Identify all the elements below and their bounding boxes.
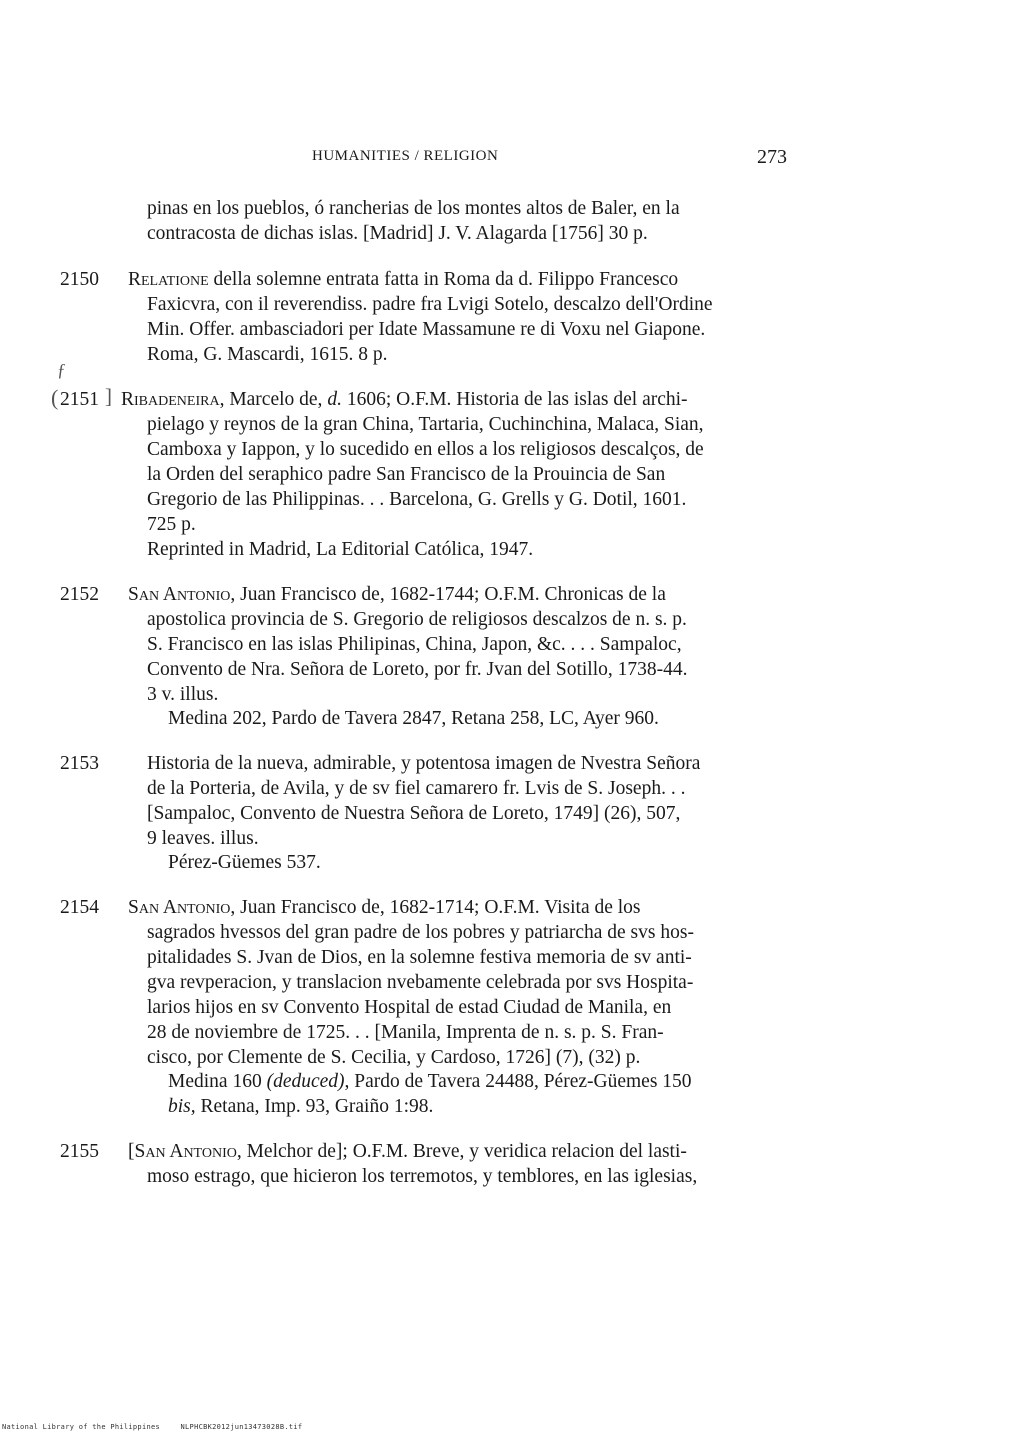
entry-2150-line: Min. Offer. ambasciadori per Idate Massamune re di Voxu nel Giapone. <box>147 319 706 340</box>
entry-text: Medina 160 <box>168 1071 267 1092</box>
entry-2154-line: larios hijos en sv Convento Hospital de estad Ciudad de Manila, en <box>147 997 672 1018</box>
entry-2153-note: Pérez-Güemes 537. <box>168 852 321 873</box>
entry-text: , Juan Francisco de, 1682-1714; O.F.M. Visita de los <box>230 897 641 918</box>
entry-2151-line: pielago y reynos de la gran China, Tartaria, Cuchinchina, Malaca, Sian, <box>147 414 704 435</box>
entry-2152-line: apostolica provincia de S. Gregorio de religiosos descalzos de n. s. p. <box>147 609 687 630</box>
entry-2153-line: Historia de la nueva, admirable, y potentosa imagen de Nvestra Señora <box>147 753 701 774</box>
margin-bracket-left: ( <box>51 385 59 410</box>
entry-2151-line: Camboxa y Iappon, y lo sucedido en ellos a los religiosos descalços, de <box>147 439 704 460</box>
entry-2154-line: sagrados hvessos del gran padre de los pobres y patriarcha de svs hos- <box>147 922 694 943</box>
entry-text: , Melchor de]; O.F.M. Breve, y veridica relacion del lasti- <box>236 1141 687 1162</box>
entry-2151-line <box>121 388 688 412</box>
entry-2154-line: gva revperacion, y translacion nvebamente celebrada por svs Hospita- <box>147 972 694 993</box>
entry-author: Relatione <box>128 269 209 290</box>
entry-2153-line: [Sampaloc, Convento de Nuestra Señora de Loreto, 1749] (26), 507, <box>147 803 681 824</box>
entry-author: Ribadeneira <box>121 389 220 410</box>
entry-2154-line: pitalidades S. Jvan de Dios, en la solemne festiva memoria de sv anti- <box>147 947 692 968</box>
entry-2152-line: 3 v. illus. <box>147 684 219 705</box>
entry-2154-line: cisco, por Clemente de S. Cecilia, y Cardoso, 1726] (7), (32) p. <box>147 1047 641 1068</box>
entry-author: San Antonio <box>128 584 231 605</box>
entry-text: Retana, Imp. 93, Graiño 1:98. <box>195 1096 434 1117</box>
entry-2155-line: moso estrago, que hicieron los terremotos, y temblores, en las iglesias, <box>147 1166 698 1187</box>
entry-number-2154: 2154 <box>60 897 99 918</box>
entry-2150-line: Faxicvra, con il reverendiss. padre fra Lvigi Sotelo, descalzo dell'Ordine <box>147 294 713 315</box>
entry-text-italic: d. <box>327 389 342 410</box>
continuation-line: pinas en los pueblos, ó rancherias de los montes altos de Baler, en la <box>147 198 680 219</box>
entry-text: 1606; O.F.M. Historia de las islas del archi- <box>341 389 688 410</box>
entry-text-italic: (deduced) <box>266 1071 345 1092</box>
entry-number-2150: 2150 <box>60 269 99 290</box>
entry-2150-line <box>128 268 678 292</box>
footer-institution: National Library of the Philippines <box>2 1423 161 1431</box>
entry-number-2152: 2152 <box>60 584 99 605</box>
entry-number-2155: 2155 <box>60 1141 99 1162</box>
entry-2154-note <box>168 1095 433 1119</box>
entry-text: , Marcelo de, <box>219 389 328 410</box>
entry-2153-line: de la Porteria, de Avila, y de sv fiel camarero fr. Lvis de S. Joseph. . . <box>147 778 686 799</box>
entry-text: , Juan Francisco de, 1682-1744; O.F.M. Chronicas de la <box>230 584 666 605</box>
entry-2152-line: S. Francisco en las islas Philipinas, China, Japon, &c. . . . Sampaloc, <box>147 634 682 655</box>
margin-bracket-right: ] <box>105 384 112 408</box>
entry-2153-line: 9 leaves. illus. <box>147 828 259 849</box>
running-head: HUMANITIES / RELIGION <box>312 148 499 164</box>
entry-text-italic: bis, <box>168 1096 196 1117</box>
entry-2151-note: Reprinted in Madrid, La Editorial Católica, 1947. <box>147 539 534 560</box>
entry-2152-note: Medina 202, Pardo de Tavera 2847, Retana 258, LC, Ayer 960. <box>168 708 659 729</box>
entry-text: della solemne entrata fatta in Roma da d. Filippo Francesco <box>208 269 679 290</box>
entry-2151-line: la Orden del seraphico padre San Francisco de la Prouincia de San <box>147 464 666 485</box>
entry-2151-line: 725 p. <box>147 514 196 535</box>
entry-2154-line <box>128 896 641 920</box>
margin-x-mark: ƒ <box>57 360 66 380</box>
footer-file-id: NLPHCBK2012jun13473028B.tif <box>180 1423 303 1431</box>
entry-author: [San Antonio <box>128 1141 237 1162</box>
page-header <box>0 146 1011 172</box>
entry-number-2153: 2153 <box>60 753 99 774</box>
entry-text: , Pardo de Tavera 24488, Pérez-Güemes 150 <box>344 1071 692 1092</box>
entry-author: San Antonio <box>128 897 231 918</box>
entry-2152-line: Convento de Nra. Señora de Loreto, por fr. Jvan del Sotillo, 1738-44. <box>147 659 688 680</box>
entry-2154-line: 28 de noviembre de 1725. . . [Manila, Imprenta de n. s. p. S. Fran- <box>147 1022 664 1043</box>
entry-2151-line: Gregorio de las Philippinas. . . Barcelona, G. Grells y G. Dotil, 1601. <box>147 489 687 510</box>
continuation-line: contracosta de dichas islas. [Madrid] J. V. Alagarda [1756] 30 p. <box>147 223 648 244</box>
page-number: 273 <box>757 146 787 168</box>
entry-2152-line <box>128 583 666 607</box>
entry-number-2151: 2151 <box>60 389 99 410</box>
scan-footer <box>2 1423 318 1431</box>
entry-2155-line <box>128 1140 687 1164</box>
entry-2154-note <box>168 1070 692 1094</box>
entry-2150-line: Roma, G. Mascardi, 1615. 8 p. <box>147 344 388 365</box>
